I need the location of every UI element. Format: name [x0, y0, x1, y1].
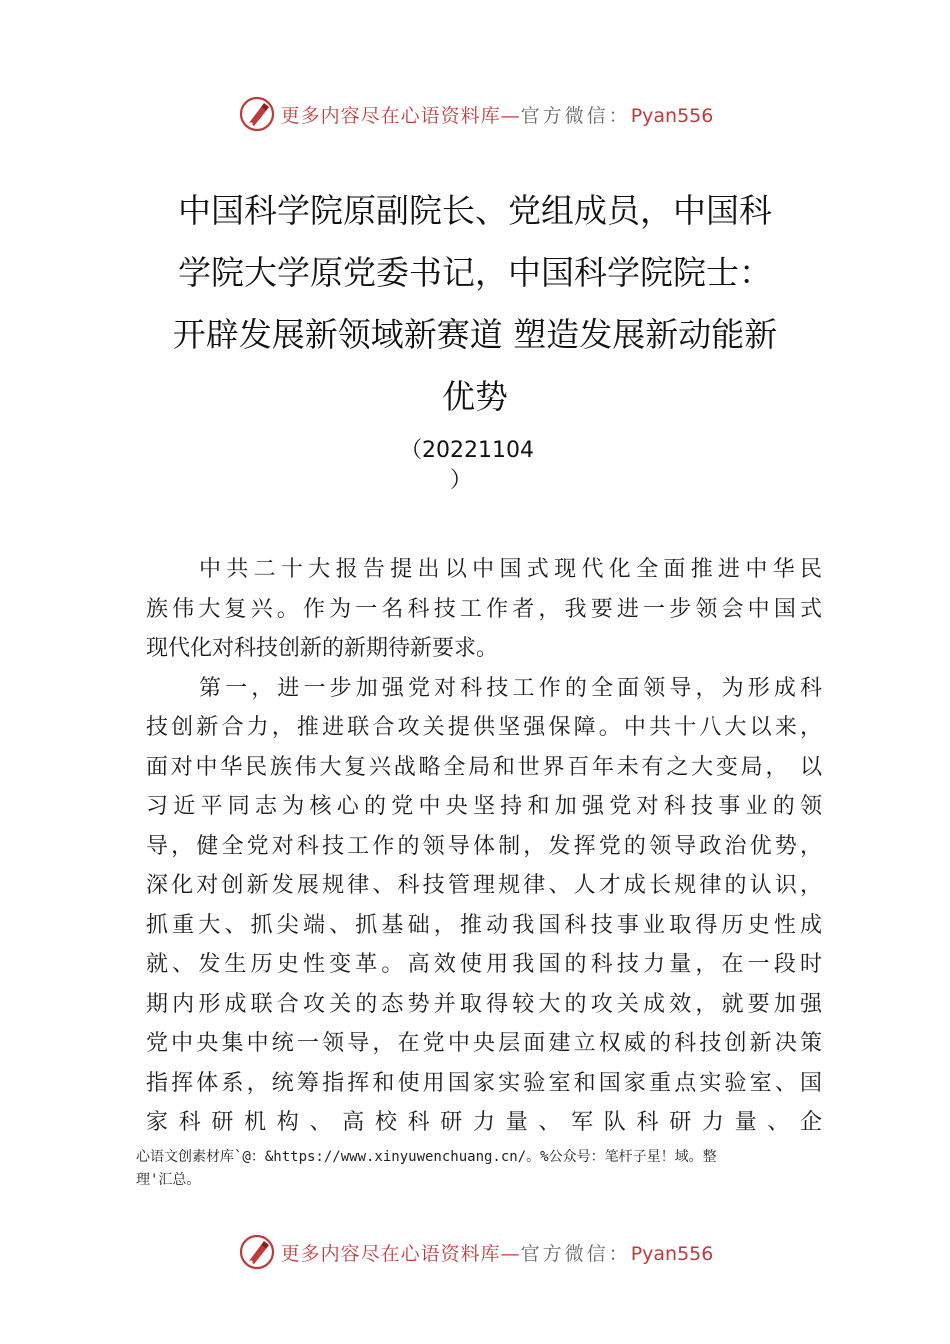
- date-close: ）: [450, 468, 473, 493]
- body-line: 导，健全党对科技工作的领导体制，发挥党的领导政治优势，: [146, 833, 822, 859]
- banner-wechat-id: Pyan556: [630, 1242, 714, 1265]
- document-title: [140, 180, 810, 428]
- body-line: 指挥体系，统筹指挥和使用国家实验室和国家重点实验室、国: [146, 1070, 822, 1096]
- footer-note-line: 心语文创素材库`@：&https://www.xinyuwenchuang.cn/。%公众号：笔杆子星！域。整: [136, 1149, 717, 1165]
- banner-dash: —: [500, 1242, 521, 1265]
- date-open: （20221104: [400, 438, 534, 463]
- body-line: 中共二十大报告提出以中国式现代化全面推进中华民: [199, 557, 822, 582]
- body-line: 族伟大复兴。作为一名科技工作者，我要进一步领会中国式: [146, 596, 822, 622]
- body-line: 面对中华民族伟大复兴战略全局和世界百年未有之大变局， 以: [146, 754, 822, 780]
- banner-wechat-label: 官方微信：: [520, 1242, 631, 1265]
- body-line: 抓重大、抓尖端、抓基础，推动我国科技事业取得历史性成: [146, 912, 822, 938]
- document-body: [146, 550, 822, 1143]
- pen-nib-logo-icon: [237, 1232, 277, 1272]
- banner-wechat-label: 官方微信：: [520, 104, 631, 127]
- body-line: 习近平同志为核心的党中央坚持和加强党对科技事业的领: [146, 794, 822, 819]
- banner-dash: —: [500, 104, 521, 127]
- title-line: 开辟发展新领域新赛道 塑造发展新动能新: [172, 315, 778, 354]
- banner-main-text: 更多内容尽在心语资料库: [280, 104, 501, 127]
- pen-nib-logo-icon: [237, 94, 277, 134]
- footer-note: [136, 1146, 816, 1192]
- banner-text: [281, 101, 714, 128]
- banner-main-text: 更多内容尽在心语资料库: [280, 1242, 501, 1265]
- body-line: 党中央集中统一领导，在党中央层面建立权威的科技创新决策: [146, 1031, 822, 1056]
- body-line: 现代化对科技创新的新期待新要求。: [146, 636, 499, 661]
- title-line: 学院大学原党委书记，中国科学院院士：: [178, 253, 772, 292]
- bottom-banner: [0, 1230, 950, 1274]
- body-line: 深化对创新发展规律、科技管理规律、人才成长规律的认识，: [146, 873, 822, 898]
- top-banner: [0, 92, 950, 136]
- body-line: 就、发生历史性变革。高效使用我国的科技力量，在一段时: [146, 952, 822, 977]
- title-line: 优势: [442, 377, 508, 416]
- body-line: 家科研机构、高校科研力量、军队科研力量、企: [146, 1110, 822, 1135]
- banner-wechat-id: Pyan556: [630, 104, 714, 127]
- body-line: 技创新合力，推进联合攻关提供坚强保障。中共十八大以来，: [146, 715, 822, 740]
- body-line: 期内形成联合攻关的态势并取得较大的攻关成效，就要加强: [146, 991, 822, 1017]
- body-line: 第一，进一步加强党对科技工作的全面领导，为形成科: [199, 675, 822, 701]
- document-date: [400, 436, 560, 496]
- banner-text: [281, 1239, 714, 1266]
- footer-note-line: 理'汇总。: [136, 1172, 201, 1188]
- title-line: 中国科学院原副院长、党组成员，中国科: [178, 191, 772, 230]
